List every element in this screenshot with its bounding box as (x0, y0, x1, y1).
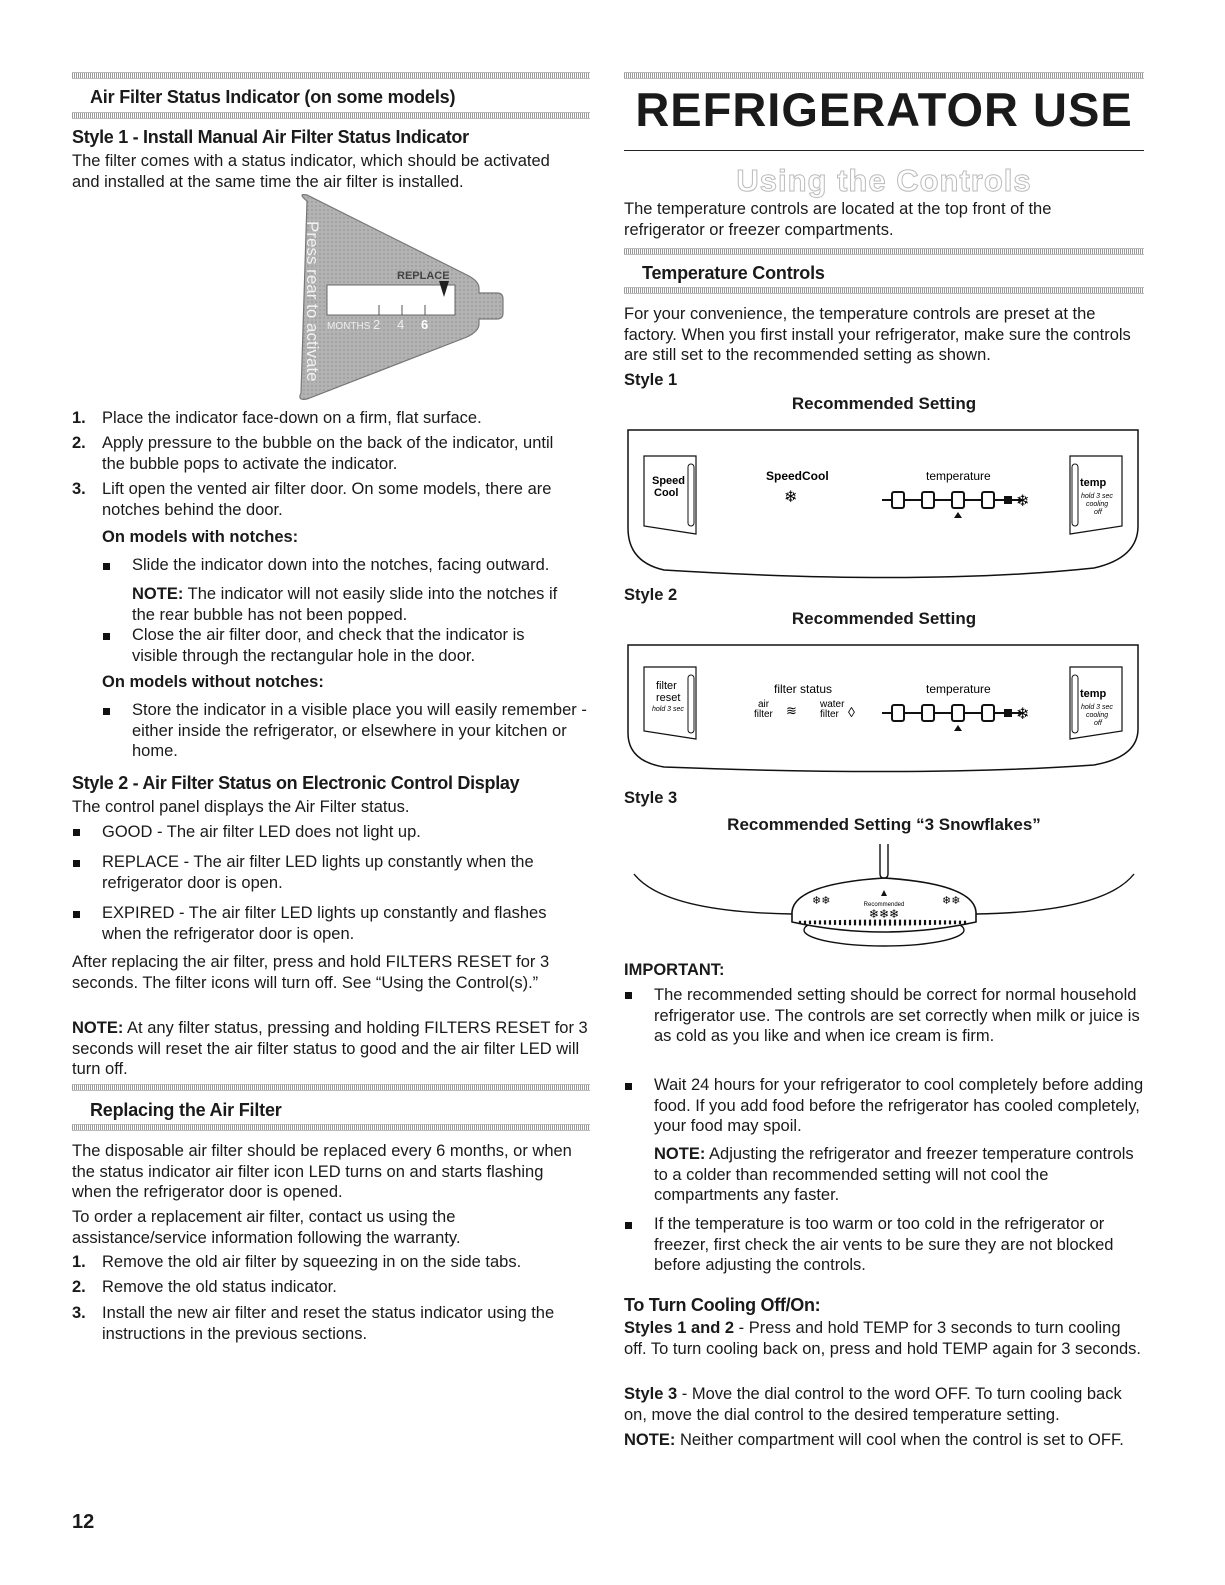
bullet-icon (73, 860, 80, 867)
after-replacing-text: After replacing the air filter, press and hold FILTERS RESET for 3 seconds. The filter icons will turn off. See “Using the Control(s).” (72, 953, 550, 992)
step-number: 1. (72, 1253, 86, 1271)
without-notches-heading: On models without notches: (102, 673, 324, 691)
months-text: MONTHS (327, 321, 371, 332)
snowflake-icon: ❄❄ (942, 895, 961, 907)
title-divider (624, 150, 1144, 151)
temperature-label: temperature (926, 469, 991, 483)
important-label: IMPORTANT: (624, 961, 725, 979)
snowflake-icon: ❄ (784, 489, 798, 506)
recommended-setting-1: Recommended Setting (791, 394, 977, 413)
dial-control-style3 (624, 842, 1144, 957)
page-title: REFRIGERATOR USE (635, 83, 1133, 136)
step-number: 3. (72, 1304, 86, 1322)
temp-controls-heading: Temperature Controls (642, 263, 825, 283)
temp-cooling-text: cooling (1086, 501, 1109, 508)
section-rule (624, 287, 1144, 294)
with-notches-heading: On models with notches: (102, 528, 299, 546)
water-filter-label: water (820, 699, 845, 710)
section-rule (72, 112, 590, 119)
status-bullet-good: GOOD - The air filter LED does not light up. (102, 823, 421, 841)
with-notches-note: NOTE: The indicator will not easily slide into the notches if the rear bubble has not been popped. (132, 585, 558, 624)
water-drop-icon: ◊ (848, 704, 855, 720)
recommended-setting-2: Recommended Setting (791, 609, 977, 628)
air-filter-label: filter (754, 709, 773, 720)
speedcool-label: SpeedCool (766, 469, 829, 483)
temp-button-label: temp (1080, 477, 1107, 489)
recommended-setting-3: Recommended Setting “3 Snowflakes” (727, 815, 1041, 834)
replacing-step-1: Remove the old air filter by squeezing in on the side tabs. (102, 1253, 522, 1271)
month-tick-4: 4 (397, 317, 405, 332)
replacing-p2: To order a replacement air filter, contact us using the assistance/service information following the warranty. (72, 1208, 461, 1247)
snowflake-icon: ❄ (1016, 493, 1030, 510)
speedcool-button-label: Cool (654, 487, 679, 499)
replacing-p1: The disposable air filter should be replaced every 6 months, or when the status indicator air filter icon LED turns on and starts flashing when the refrigerator door is opened. (72, 1142, 572, 1201)
styles12-instructions: Styles 1 and 2 - Press and hold TEMP for 3 seconds to turn cooling off. To turn cooling back on, press and hold TEMP again for 3 seconds. (624, 1319, 1142, 1358)
step-2: Apply pressure to the bubble on the back of the indicator, until the bubble pops to activate the indicator. (102, 434, 554, 473)
status-bullet-expired: EXPIRED - The air filter LED lights up constantly and flashes when the refrigerator door is open. (102, 904, 547, 943)
style2-heading: Style 2 - Air Filter Status on Electronic Control Display (72, 773, 520, 793)
style1-label: Style 1 (624, 371, 678, 389)
with-notches-bullet-2: Close the air filter door, and check that the indicator is visible through the rectangular hole in the door. (132, 626, 525, 665)
temp-hold-text: hold 3 sec (1081, 493, 1113, 500)
page-subtitle: Using the Controls (736, 163, 1032, 198)
without-notches-bullet: Store the indicator in a visible place you will easily remember - either inside the refrigerator, or elsewhere in your kitchen or home. (132, 701, 587, 760)
style2-intro: The control panel displays the Air Filter status. (72, 798, 410, 816)
style2-note: NOTE: At any filter status, pressing and holding FILTERS RESET for 3 seconds will reset the air filter status to good and the air filter LED will turn off. (72, 1019, 588, 1078)
bullet-icon (73, 829, 80, 836)
important-bullet-1: The recommended setting should be correct for normal household refrigerator use. The controls are set correctly when milk or juice is as cold as you like and when ice cream is firm. (654, 986, 1140, 1045)
temp-off-text: off (1094, 509, 1102, 516)
bullet-icon (625, 1083, 632, 1090)
temperature-label: temperature (926, 682, 991, 696)
section-rule (72, 72, 590, 79)
air-filter-status-heading: Air Filter Status Indicator (on some models) (90, 87, 456, 107)
section-rule (624, 72, 1144, 79)
bullet-icon (103, 563, 110, 570)
replacing-heading: Replacing the Air Filter (90, 1100, 282, 1120)
important-bullet-3: If the temperature is too warm or too cold in the refrigerator or freezer, first check the air vents to be sure they are not blocked before adjusting the controls. (654, 1215, 1114, 1274)
filter-status-label: filter status (774, 682, 833, 696)
temp-controls-text: For your convenience, the temperature controls are preset at the factory. When you first install your refrigerator, make sure the controls are still set to the recommended setting as shown. (624, 305, 1131, 364)
temp-hold-text: hold 3 sec (1081, 704, 1113, 711)
filter-reset-label: reset (656, 692, 681, 704)
bullet-icon (73, 911, 80, 918)
section-rule (624, 248, 1144, 255)
final-note: NOTE: Neither compartment will cool when the control is set to OFF. (624, 1431, 1124, 1449)
control-panel-style1 (624, 428, 1144, 586)
snowflake-icon: ❄❄ (812, 895, 831, 907)
filter-reset-hold-text: hold 3 sec (652, 706, 684, 713)
water-filter-label: filter (820, 709, 839, 720)
controls-intro: The temperature controls are located at the top front of the refrigerator or freezer compartments. (624, 200, 1052, 239)
style1-intro: The filter comes with a status indicator, which should be activated and installed at the same time the air filter is installed. (72, 152, 550, 191)
temp-cooling-text: cooling (1086, 712, 1109, 719)
snowflake-icon: ❄ (1016, 706, 1030, 723)
control-panel-style2 (624, 643, 1144, 778)
replace-text: REPLACE (397, 270, 450, 282)
important-note: NOTE: Adjusting the refrigerator and freezer temperature controls to a colder than recommended setting will not cool the compartments any faster. (654, 1145, 1134, 1204)
speedcool-button-label: Speed (652, 475, 686, 487)
bullet-icon (625, 1222, 632, 1229)
style1-heading: Style 1 - Install Manual Air Filter Status Indicator (72, 127, 469, 147)
dial-recommended-label: Recommended (863, 902, 905, 908)
status-indicator-illustration (227, 193, 507, 401)
snowflake-icon: ❄❄❄ (868, 907, 900, 921)
month-tick-6: 6 (421, 317, 429, 332)
filter-reset-label: filter (656, 680, 677, 692)
air-filter-label: air (758, 699, 770, 710)
temp-button-label: temp (1080, 688, 1107, 700)
bullet-icon (103, 708, 110, 715)
step-1: Place the indicator face-down on a firm, flat surface. (102, 409, 482, 427)
style3-instructions: Style 3 - Move the dial control to the word OFF. To turn cooling back on, move the dial control to the desired temperature setting. (624, 1385, 1122, 1424)
month-tick-2: 2 (373, 317, 381, 332)
press-rear-text: Press rear to activate (303, 221, 322, 382)
air-filter-icon: ≋ (786, 703, 797, 718)
with-notches-bullet-1: Slide the indicator down into the notches, facing outward. (132, 556, 550, 574)
status-bullet-replace: REPLACE - The air filter LED lights up constantly when the refrigerator door is open. (102, 853, 534, 892)
page-number: 12 (72, 1511, 95, 1533)
section-rule (72, 1084, 590, 1091)
section-rule (72, 1124, 590, 1131)
step-3: Lift open the vented air filter door. On some models, there are notches behind the door. (102, 480, 552, 519)
replacing-step-3: Install the new air filter and reset the status indicator using the instructions in the previous sections. (102, 1304, 555, 1343)
style2-label: Style 2 (624, 586, 678, 604)
bullet-icon (625, 992, 632, 999)
important-bullet-2: Wait 24 hours for your refrigerator to cool completely before adding food. If you add food before the refrigerator has cooled completely, your food may spoil. (654, 1076, 1144, 1135)
step-number: 1. (72, 409, 86, 427)
turn-cooling-heading: To Turn Cooling Off/On: (624, 1295, 821, 1315)
replacing-step-2: Remove the old status indicator. (102, 1278, 337, 1296)
temp-off-text: off (1094, 720, 1102, 727)
step-number: 3. (72, 480, 86, 498)
style3-label: Style 3 (624, 789, 678, 807)
step-number: 2. (72, 434, 86, 452)
bullet-icon (103, 633, 110, 640)
step-number: 2. (72, 1278, 86, 1296)
